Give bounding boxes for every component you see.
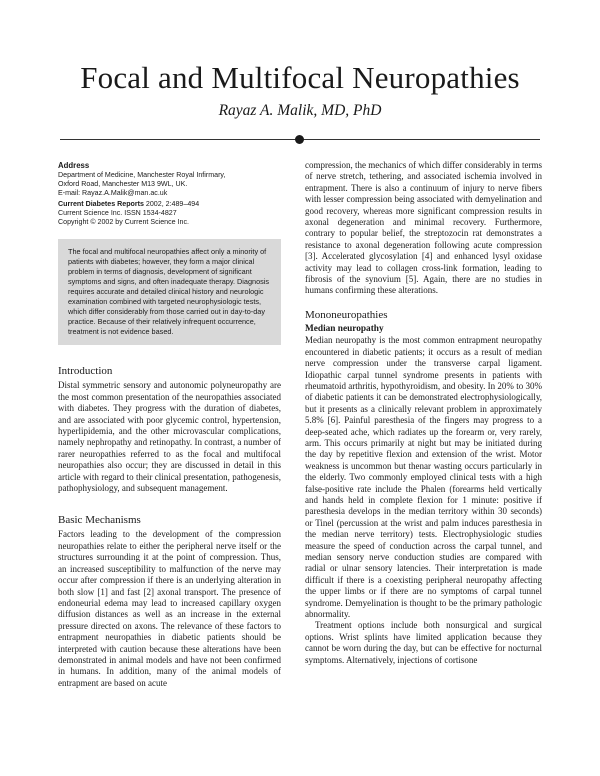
address-block: [58, 160, 281, 227]
address-heading: Address: [58, 161, 90, 170]
address-line: Department of Medicine, Manchester Royal Infirmary,: [58, 171, 226, 180]
basic-mechanisms-text: Factors leading to the development of the compression neuropathies relate to either the peripheral nerve itself or the structures surrounding it at the point of compression. Thus, an increased susceptibility to malfunction of the nerve may occur after compression if there is an underlying alteration in both slow [1] and fast [2] axonal transport. The presence of endoneurial edema may lead to increased capillary oxygen diffusion distances as well as an increase in the external pressure directed on axons. The relevance of these factors to entrapment neuropathies in diabetic patients should be interpreted with caution because these alterations have been demonstrated in animal models and have not been confirmed in humans. In addition, many of the animal models of entrapment are based on acute: [58, 529, 281, 688]
introduction-text: Distal symmetric sensory and autonomic polyneuropathy are the most common presentation of the neuropathies associated with diabetes. They progress with the duration of diabetes, and are associated with poor glycemic control, hypertension, hyperlipidemia, and the other microvascular complications, namely nephropathy and retinopathy. In contrast, a number of rarer neuropathies referred to as the focal and multifocal neuropathies also occur; they are discussed in detail in this article with regard to their clinical presentation, pathogenesis, pathophysiology, and subsequent management.: [58, 380, 281, 494]
journal-publisher: Current Science Inc. ISSN 1534-4827: [58, 209, 177, 218]
left-column: [58, 160, 281, 689]
journal-volume: 2002, 2:489–494: [143, 200, 200, 209]
median-neuropathy-text: Median neuropathy is the most common entrapment neuropathy encountered in diabetic patients; it occurs as a result of median nerve compression under the transverse carpal ligament. Idiopathic carpal tunnel syndrome presents in patients with rheumatoid arthritis, hypothyroidism, and obesity. In 20% to 30% of diabetic patients it can be demonstrated electrophysiologically, but it presents as a clinically relevant problem in approximately 5.8% [6]. Painful paresthesia of the fingers may progress to a deep-seated ache, which radiates up the forearm or, very rarely, arm. This occurs primarily at night but may be initiated during the day by repetitive flexion and extension of the wrist. Motor weakness is uncommon but thenar wasting occurs particularly in the elderly. Two commonly employed clinical tests with a high false-positive rate include the Phalen (forearms held vertically and hands held in complete flexion for 1 minute: positive if paresthesia develops in the median territory within 30 seconds) or Tinel (percussion at the wrist and palm induces paresthesia in the median nerve territory) tests. Electrophysiologic studies measure the speed of conduction across the carpal tunnel, and median sensory nerve conduction studies are compared with radial or ulnar sensory latencies. Their interpretation is made difficult if there is a coexisting peripheral neuropathy affecting the upper limbs or if there are no symptoms of carpal tunnel syndrome. Demyelination is thought to be the primary pathologic abnormality.: [305, 335, 542, 620]
abstract-box: The focal and multifocal neuropathies affect only a minority of patients with diabetes; however, they form a major clinical problem in terms of diagnosis, development of significant symptoms and signs, and often inadequate therapy. Diagnosis requires accurate and detailed clinical history and neurologic examination combined with targeted neurophysiologic tests, which differ considerably from those carried out in day-to-day practice. Because of their relatively infrequent occurrence, treatment is not evidence based.: [58, 239, 281, 345]
copyright-line: Copyright © 2002 by Current Science Inc.: [58, 218, 190, 227]
continued-text: compression, the mechanics of which differ considerably in terms of nerve stretch, tethering, and associated ischemia involved in entrapment. There is also a continuum of injury to nerve fibers with lesser compression being associated with demyelination and good recovery, whereas more significant compression results in axonal degeneration and minimal recovery. Furthermore, contrary to popular belief, the streptozocin rat demonstrates a resistance to axonal degeneration following acute compression [3]. Accelerated glycosylation [4] and enhanced lysyl oxidase activity may lead to collagen cross-link formation, leading to fibrosis of the synovium [5]. Again, there are no studies in humans confirming these alterations.: [305, 160, 543, 296]
address-line: Oxford Road, Manchester M13 9WL, UK.: [58, 180, 188, 189]
right-column: [305, 160, 542, 666]
divider-bullet-icon: [295, 135, 304, 144]
author-name: Rayaz A. Malik, MD, PhD: [218, 102, 382, 119]
median-neuropathy-heading: Median neuropathy: [305, 323, 384, 334]
basic-mechanisms-heading: Basic Mechanisms: [58, 514, 141, 527]
page-title: Focal and Multifocal Neuropathies: [80, 60, 520, 95]
treatment-text: Treatment options include both nonsurgical and surgical options. Wrist splints have limited application because they cannot be worn during the day, but can be effective for nocturnal symptoms. Alternatively, injections of cortisone: [305, 620, 542, 665]
journal-name: Current Diabetes Reports: [58, 200, 144, 209]
mononeuropathies-heading: Mononeuropathies: [305, 308, 388, 321]
introduction-heading: Introduction: [58, 365, 113, 378]
email-line: E-mail: Rayaz.A.Malik@man.ac.uk: [58, 189, 168, 198]
journal-citation: [58, 200, 281, 209]
